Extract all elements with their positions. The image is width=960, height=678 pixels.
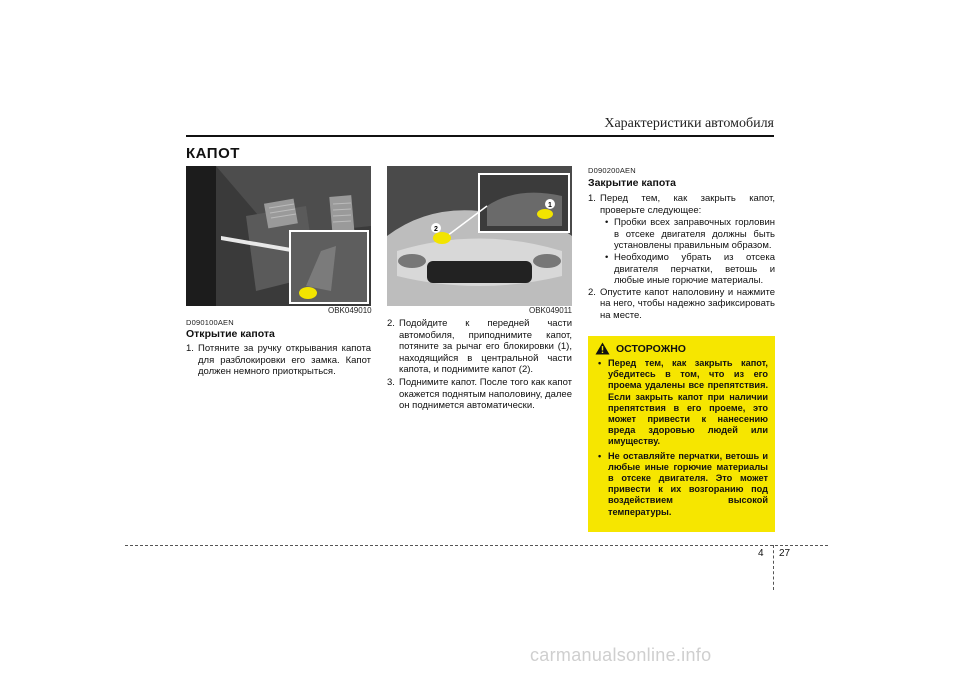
closing-bullet: • Необходимо убрать из отсека двигателя перчатки, ветошь и любые иные горючие материалы. xyxy=(605,251,775,287)
step-text: Перед тем, как закрыть капот, проверьте следующее: xyxy=(600,193,775,216)
closing-steps xyxy=(588,193,775,323)
step-text: Потяните за ручку открывания капота для разблокировки его замка. Капот должен немного приоткрыться. xyxy=(198,343,371,378)
header-title: Характеристики автомобиля xyxy=(604,116,774,131)
step-text: Подойдите к передней части автомобиля, приподнимите капот, потяните за рычаг его блокировки (1), находящийся в центральной части капота, и поднимите капот (2). xyxy=(399,318,572,376)
warning-item: • Не оставляйте перчатки, ветошь и любые иные горючие материалы в отсеке двигателя. Это может привести к их возгоранию под воздействием высокой температуры. xyxy=(598,450,768,517)
warning-triangle-icon xyxy=(595,342,610,355)
closing-code: D090200AEN xyxy=(588,166,636,175)
chapter-number: 4 xyxy=(758,548,764,559)
hood-release-illustration xyxy=(186,166,371,306)
photo-car-front xyxy=(387,166,572,306)
opening-step-1 xyxy=(186,343,371,379)
closing-title: Закрытие капота xyxy=(588,177,676,189)
step-number: 2. xyxy=(387,318,395,329)
warning-box xyxy=(588,336,775,532)
footer-vertical-rule xyxy=(773,545,774,590)
warning-item: • Перед тем, как закрыть капот, убедитесь в том, что из его проема удалены все препятствия. Если закрыть капот при наличии препятствия в его проеме, это может привести к нанесению вреда здоровью людей или имуществу. xyxy=(598,358,768,447)
photo-hood-release xyxy=(186,166,371,306)
marker-1: 1 xyxy=(548,202,552,209)
step-number: 2. xyxy=(588,286,596,298)
photo-code-1: OBK049010 xyxy=(328,306,372,315)
step-number: 3. xyxy=(387,376,395,388)
marker-2: 2 xyxy=(434,226,438,233)
step-text: Поднимите капот. После того как капот окажется поднятым наполовину, далее он поднимется автоматически. xyxy=(399,376,572,412)
watermark: carmanualsonline.info xyxy=(530,645,712,665)
opening-steps-2-3 xyxy=(387,318,572,413)
step-text: Опустите капот наполовину и нажмите на него, чтобы надежно зафиксировать на месте. xyxy=(600,286,775,321)
warning-title: ОСТОРОЖНО xyxy=(616,342,686,355)
step-number: 1. xyxy=(186,343,194,354)
opening-title: Открытие капота xyxy=(186,328,275,340)
car-front-illustration xyxy=(387,166,572,306)
page-number: 27 xyxy=(779,548,791,559)
step-number: 1. xyxy=(588,193,596,204)
closing-bullet: • Пробки всех заправочных горловин в отсеке двигателя должны быть установлены правильным образом. xyxy=(605,217,775,252)
header-rule xyxy=(186,135,774,137)
opening-code: D090100AEN xyxy=(186,318,234,327)
footer-rule xyxy=(125,545,828,546)
photo-code-2: OBK049011 xyxy=(529,306,572,315)
section-title: КАПОТ xyxy=(186,145,240,162)
